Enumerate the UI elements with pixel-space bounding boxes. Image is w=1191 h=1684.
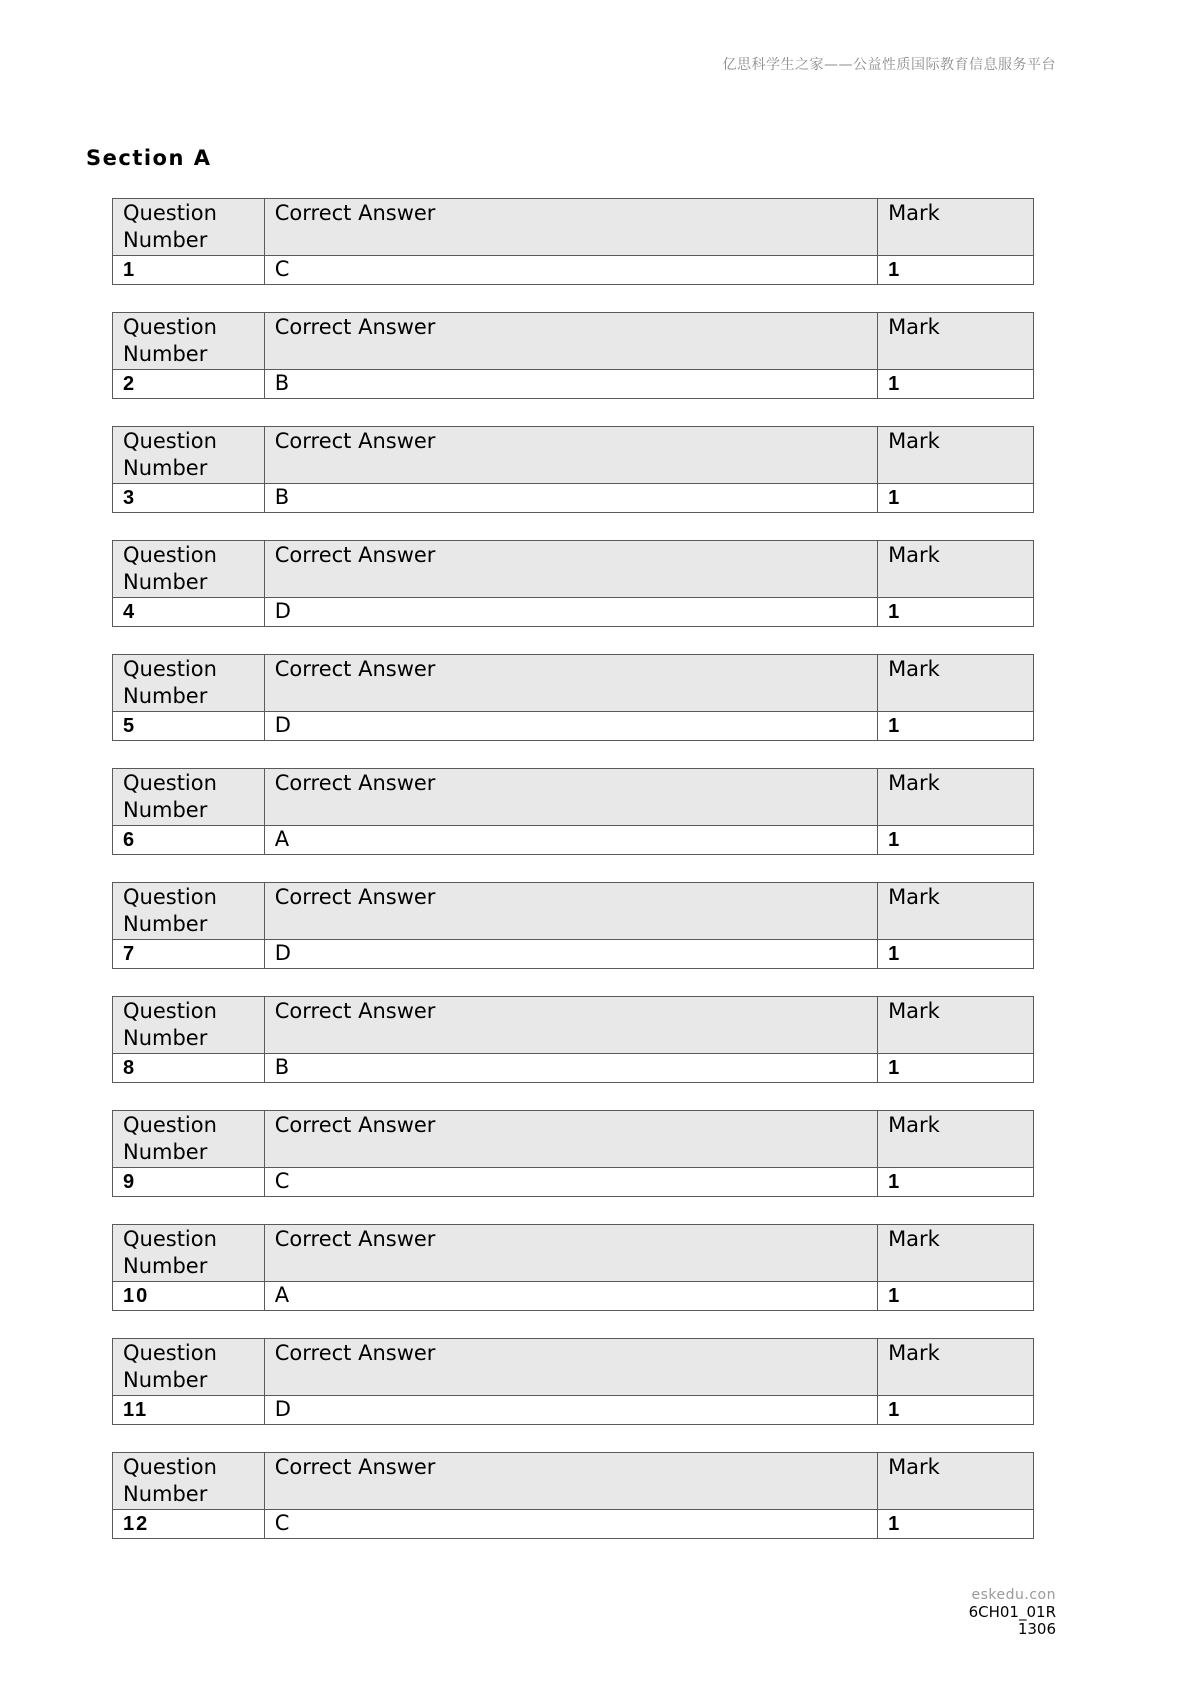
answer-table <box>112 996 1034 1083</box>
mark-cell <box>878 370 1034 399</box>
mark-header: Mark <box>878 1225 1034 1282</box>
answer-table <box>112 1110 1034 1197</box>
question-number: 11 <box>123 1399 149 1421</box>
answer-table <box>112 768 1034 855</box>
question-number: 7 <box>123 943 137 965</box>
question-number: 1 <box>123 259 137 281</box>
table-row <box>113 598 1034 627</box>
mark-header: Mark <box>878 883 1034 940</box>
mark-header: Mark <box>878 997 1034 1054</box>
correct-answer: A <box>274 827 290 851</box>
answer-table <box>112 882 1034 969</box>
question-number-cell <box>113 826 265 855</box>
table-row <box>113 1168 1034 1197</box>
question-number-header: Question Number <box>113 313 265 370</box>
question-number: 4 <box>123 601 137 623</box>
table-row <box>113 1054 1034 1083</box>
mark-cell <box>878 712 1034 741</box>
question-number-cell <box>113 370 265 399</box>
mark-cell <box>878 826 1034 855</box>
footer-watermark: eskedu.con <box>971 1587 1056 1603</box>
mark-cell <box>878 484 1034 513</box>
answer-table <box>112 1452 1034 1539</box>
answer-table <box>112 540 1034 627</box>
correct-answer-cell <box>264 712 877 741</box>
question-number: 12 <box>123 1513 150 1535</box>
question-number-cell <box>113 1396 265 1425</box>
question-number-cell <box>113 1282 265 1311</box>
question-number-header: Question Number <box>113 1453 265 1510</box>
table-header-row <box>113 655 1034 712</box>
mark-value: 1 <box>888 601 902 623</box>
correct-answer: C <box>274 257 290 281</box>
mark-value: 1 <box>888 487 902 509</box>
table-row <box>113 1510 1034 1539</box>
table-header-row <box>113 1453 1034 1510</box>
table-row <box>113 1396 1034 1425</box>
question-number-header: Question Number <box>113 655 265 712</box>
table-row <box>113 826 1034 855</box>
question-number-cell <box>113 1510 265 1539</box>
question-number: 9 <box>123 1171 137 1193</box>
mark-cell <box>878 1510 1034 1539</box>
question-number-header: Question Number <box>113 427 265 484</box>
correct-answer-cell <box>264 598 877 627</box>
table-header-row <box>113 1111 1034 1168</box>
question-number-header: Question Number <box>113 199 265 256</box>
answer-table <box>112 312 1034 399</box>
question-number: 6 <box>123 829 137 851</box>
session-code: 1306 <box>1017 1620 1056 1638</box>
table-header-row <box>113 427 1034 484</box>
correct-answer-header: Correct Answer <box>264 313 877 370</box>
correct-answer-header: Correct Answer <box>264 427 877 484</box>
question-number-cell <box>113 484 265 513</box>
table-row <box>113 940 1034 969</box>
section-title: Section A <box>86 146 212 170</box>
answer-table <box>112 1338 1034 1425</box>
correct-answer-cell <box>264 1282 877 1311</box>
correct-answer: C <box>274 1511 290 1535</box>
mark-header: Mark <box>878 1339 1034 1396</box>
correct-answer: D <box>274 599 291 623</box>
question-number-cell <box>113 256 265 285</box>
answer-table <box>112 654 1034 741</box>
correct-answer-cell <box>264 940 877 969</box>
correct-answer-header: Correct Answer <box>264 1339 877 1396</box>
question-number-cell <box>113 1168 265 1197</box>
mark-cell <box>878 1282 1034 1311</box>
correct-answer-cell <box>264 826 877 855</box>
correct-answer: A <box>274 1283 290 1307</box>
table-header-row <box>113 769 1034 826</box>
mark-header: Mark <box>878 1453 1034 1510</box>
mark-cell <box>878 1396 1034 1425</box>
correct-answer-cell <box>264 1396 877 1425</box>
correct-answer-cell <box>264 1054 877 1083</box>
correct-answer: B <box>274 1055 290 1079</box>
question-number: 10 <box>123 1285 150 1307</box>
table-header-row <box>113 541 1034 598</box>
correct-answer-cell <box>264 484 877 513</box>
correct-answer: C <box>274 1169 290 1193</box>
table-header-row <box>113 313 1034 370</box>
mark-cell <box>878 1054 1034 1083</box>
correct-answer-header: Correct Answer <box>264 769 877 826</box>
table-row <box>113 370 1034 399</box>
mark-cell <box>878 256 1034 285</box>
answer-tables-container <box>112 198 1034 1566</box>
paper-code: 6CH01_01R <box>968 1603 1056 1621</box>
question-number-cell <box>113 712 265 741</box>
correct-answer-cell <box>264 1510 877 1539</box>
correct-answer-header: Correct Answer <box>264 199 877 256</box>
correct-answer: B <box>274 485 290 509</box>
correct-answer-header: Correct Answer <box>264 655 877 712</box>
correct-answer: D <box>274 713 291 737</box>
footer <box>969 1587 1056 1638</box>
mark-header: Mark <box>878 199 1034 256</box>
correct-answer-header: Correct Answer <box>264 883 877 940</box>
answer-table <box>112 426 1034 513</box>
table-row <box>113 256 1034 285</box>
question-number-header: Question Number <box>113 1225 265 1282</box>
question-number-cell <box>113 598 265 627</box>
question-number: 2 <box>123 373 137 395</box>
question-number-header: Question Number <box>113 883 265 940</box>
question-number-header: Question Number <box>113 1339 265 1396</box>
table-header-row <box>113 199 1034 256</box>
question-number-header: Question Number <box>113 997 265 1054</box>
table-header-row <box>113 1339 1034 1396</box>
mark-header: Mark <box>878 313 1034 370</box>
table-row <box>113 712 1034 741</box>
question-number-cell <box>113 940 265 969</box>
mark-header: Mark <box>878 427 1034 484</box>
correct-answer: D <box>274 1397 291 1421</box>
header-note: 亿思科学生之家——公益性质国际教育信息服务平台 <box>722 57 1056 73</box>
question-number: 3 <box>123 487 137 509</box>
mark-value: 1 <box>888 1399 902 1421</box>
mark-header: Mark <box>878 655 1034 712</box>
mark-value: 1 <box>888 1057 902 1079</box>
mark-value: 1 <box>888 943 902 965</box>
mark-value: 1 <box>888 373 902 395</box>
correct-answer-header: Correct Answer <box>264 1225 877 1282</box>
mark-value: 1 <box>888 259 902 281</box>
mark-value: 1 <box>888 715 902 737</box>
question-number-cell <box>113 1054 265 1083</box>
question-number-header: Question Number <box>113 769 265 826</box>
mark-value: 1 <box>888 1285 902 1307</box>
correct-answer-cell <box>264 256 877 285</box>
question-number-header: Question Number <box>113 1111 265 1168</box>
correct-answer-cell <box>264 1168 877 1197</box>
correct-answer-cell <box>264 370 877 399</box>
correct-answer-header: Correct Answer <box>264 541 877 598</box>
question-number-header: Question Number <box>113 541 265 598</box>
correct-answer: B <box>274 371 290 395</box>
table-row <box>113 484 1034 513</box>
answer-table <box>112 1224 1034 1311</box>
table-row <box>113 1282 1034 1311</box>
table-header-row <box>113 1225 1034 1282</box>
mark-cell <box>878 1168 1034 1197</box>
mark-cell <box>878 598 1034 627</box>
answer-table <box>112 198 1034 285</box>
mark-value: 1 <box>888 829 902 851</box>
mark-header: Mark <box>878 1111 1034 1168</box>
correct-answer-header: Correct Answer <box>264 1453 877 1510</box>
mark-header: Mark <box>878 541 1034 598</box>
correct-answer: D <box>274 941 291 965</box>
correct-answer-header: Correct Answer <box>264 997 877 1054</box>
mark-value: 1 <box>888 1513 902 1535</box>
mark-header: Mark <box>878 769 1034 826</box>
question-number: 5 <box>123 715 137 737</box>
mark-cell <box>878 940 1034 969</box>
question-number: 8 <box>123 1057 137 1079</box>
mark-value: 1 <box>888 1171 902 1193</box>
table-header-row <box>113 883 1034 940</box>
table-header-row <box>113 997 1034 1054</box>
correct-answer-header: Correct Answer <box>264 1111 877 1168</box>
